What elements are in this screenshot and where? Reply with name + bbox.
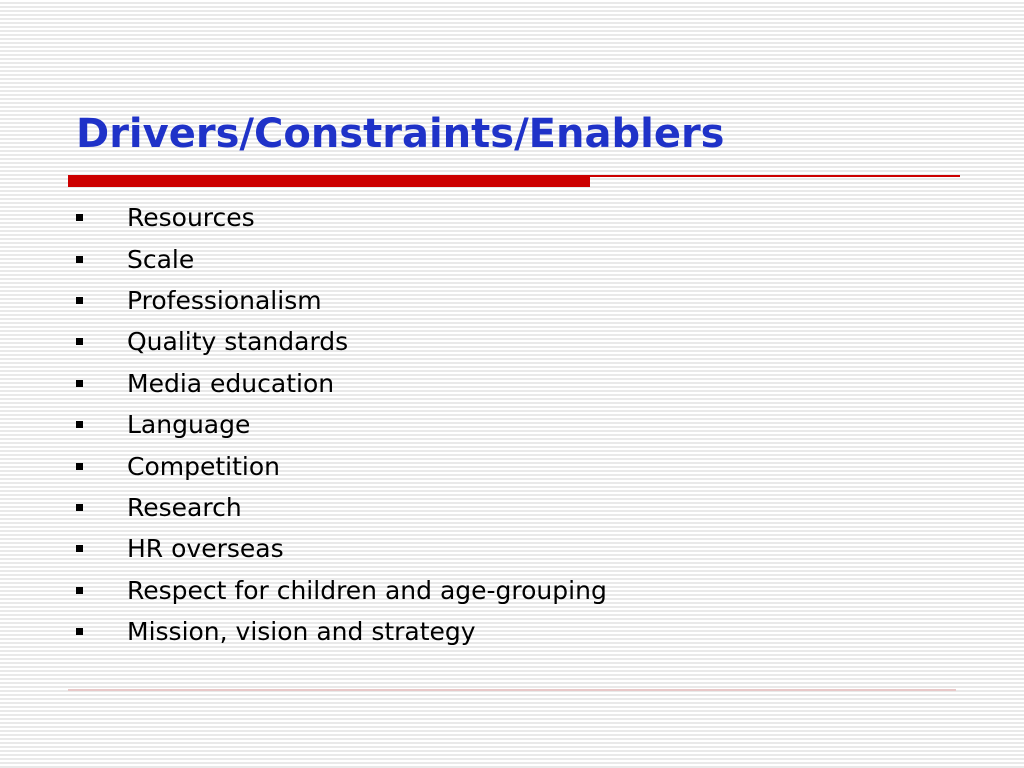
square-bullet-icon xyxy=(76,338,83,345)
bullet-item xyxy=(72,321,607,362)
bullet-text: Professionalism xyxy=(127,285,322,315)
bullet-text: Research xyxy=(127,492,242,522)
square-bullet-icon xyxy=(76,504,83,511)
bullet-item xyxy=(72,363,607,404)
square-bullet-icon xyxy=(76,380,83,387)
bullet-item xyxy=(72,197,607,238)
bullet-text: HR overseas xyxy=(127,534,284,564)
bullet-item xyxy=(72,280,607,321)
bullet-item xyxy=(72,404,607,445)
footer-divider xyxy=(68,689,956,691)
bullet-item xyxy=(72,611,607,652)
bullet-text: Media education xyxy=(127,368,335,398)
bullet-list xyxy=(72,197,607,652)
bullet-item xyxy=(72,487,607,528)
title-underline-thin xyxy=(590,175,960,177)
bullet-text: Competition xyxy=(127,451,280,481)
square-bullet-icon xyxy=(76,214,83,221)
square-bullet-icon xyxy=(76,463,83,470)
bullet-text: Resources xyxy=(127,203,255,233)
bullet-text: Mission, vision and strategy xyxy=(127,617,476,647)
square-bullet-icon xyxy=(76,628,83,635)
bullet-text: Language xyxy=(127,410,251,440)
square-bullet-icon xyxy=(76,545,83,552)
slide-title: Drivers/Constraints/Enablers xyxy=(76,111,725,157)
square-bullet-icon xyxy=(76,421,83,428)
bullet-text: Quality standards xyxy=(127,327,349,357)
title-underline-thick xyxy=(68,175,590,187)
bullet-item xyxy=(72,445,607,486)
square-bullet-icon xyxy=(76,256,83,263)
bullet-item xyxy=(72,528,607,569)
bullet-text: Scale xyxy=(127,244,195,274)
bullet-item xyxy=(72,238,607,279)
square-bullet-icon xyxy=(76,297,83,304)
square-bullet-icon xyxy=(76,587,83,594)
bullet-text: Respect for children and age-grouping xyxy=(127,575,607,605)
bullet-item xyxy=(72,570,607,611)
